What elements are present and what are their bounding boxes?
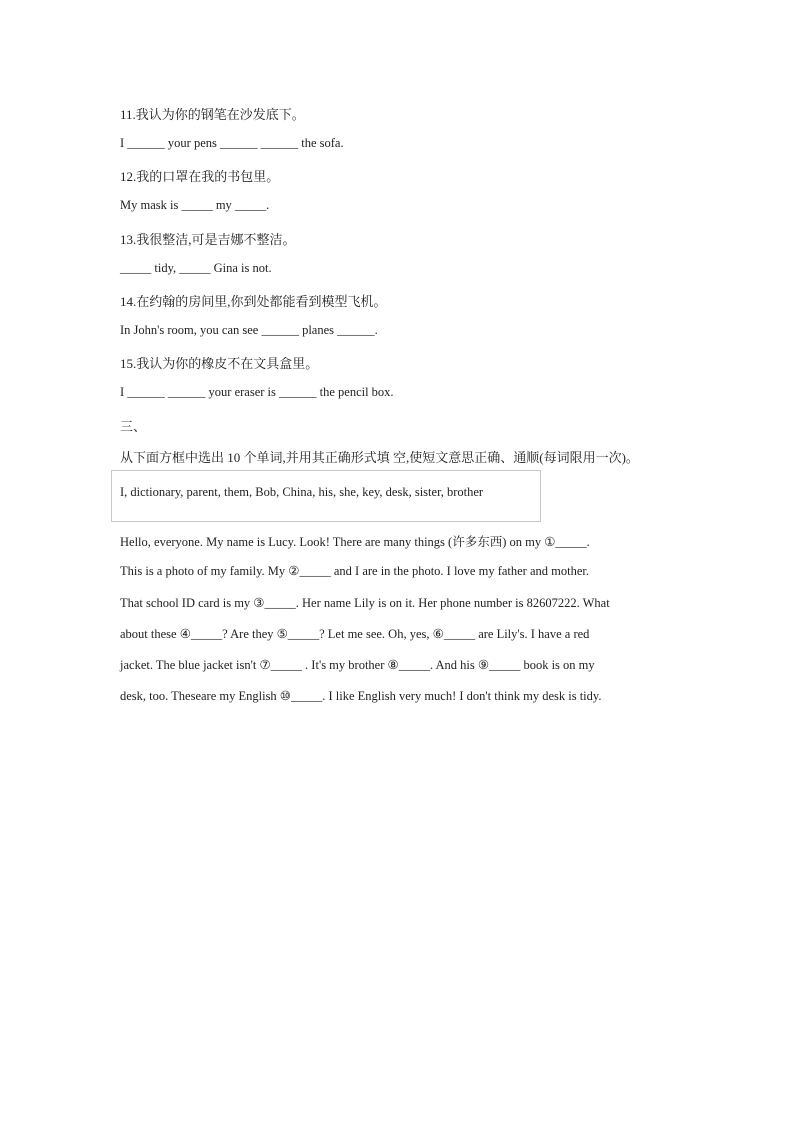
section-3-instruction: 从下面方框中选出 10 个单词,并用其正确形式填 空,使短文意思正确、通顺(每词限用一次)。 — [120, 450, 639, 465]
question-14-en: In John's room, you can see ______ planes ______. — [120, 323, 378, 337]
question-13-en: _____ tidy, _____ Gina is not. — [120, 261, 272, 275]
question-11-en: I ______ your pens ______ ______ the sofa. — [120, 136, 344, 150]
question-15-cn: 15.我认为你的橡皮不在文具盒里。 — [120, 356, 319, 371]
question-12-cn: 12.我的口罩在我的书包里。 — [120, 169, 280, 184]
question-14-cn: 14.在约翰的房间里,你到处都能看到模型飞机。 — [120, 294, 387, 309]
passage-line-5: jacket. The blue jacket isn't ⑦_____ . It's my brother ⑧_____. And his ⑨_____ book is on my — [120, 658, 595, 672]
passage-line-6: desk, too. Theseare my English ⑩_____. I like English very much! I don't think my desk is tidy. — [120, 689, 602, 703]
question-15-en: I ______ ______ your eraser is ______ the pencil box. — [120, 385, 394, 399]
word-box — [111, 470, 541, 522]
section-3-heading: 三、 — [120, 419, 147, 434]
passage-line-1: Hello, everyone. My name is Lucy. Look! There are many things (许多东西) on my ①_____. — [120, 535, 590, 549]
question-11-cn: 11.我认为你的钢笔在沙发底下。 — [120, 107, 305, 122]
passage-line-2: This is a photo of my family. My ②_____ and I are in the photo. I love my father and mother. — [120, 564, 589, 578]
word-box-text: I, dictionary, parent, them, Bob, China, his, she, key, desk, sister, brother — [120, 485, 484, 499]
question-13-cn: 13.我很整洁,可是吉娜不整洁。 — [120, 232, 296, 247]
passage-line-3: That school ID card is my ③_____. Her name Lily is on it. Her phone number is 82607222. What — [120, 596, 610, 610]
passage-line-4: about these ④_____? Are they ⑤_____? Let me see. Oh, yes, ⑥_____ are Lily's. I have a red — [120, 627, 590, 641]
question-12-en: My mask is _____ my _____. — [120, 198, 270, 212]
